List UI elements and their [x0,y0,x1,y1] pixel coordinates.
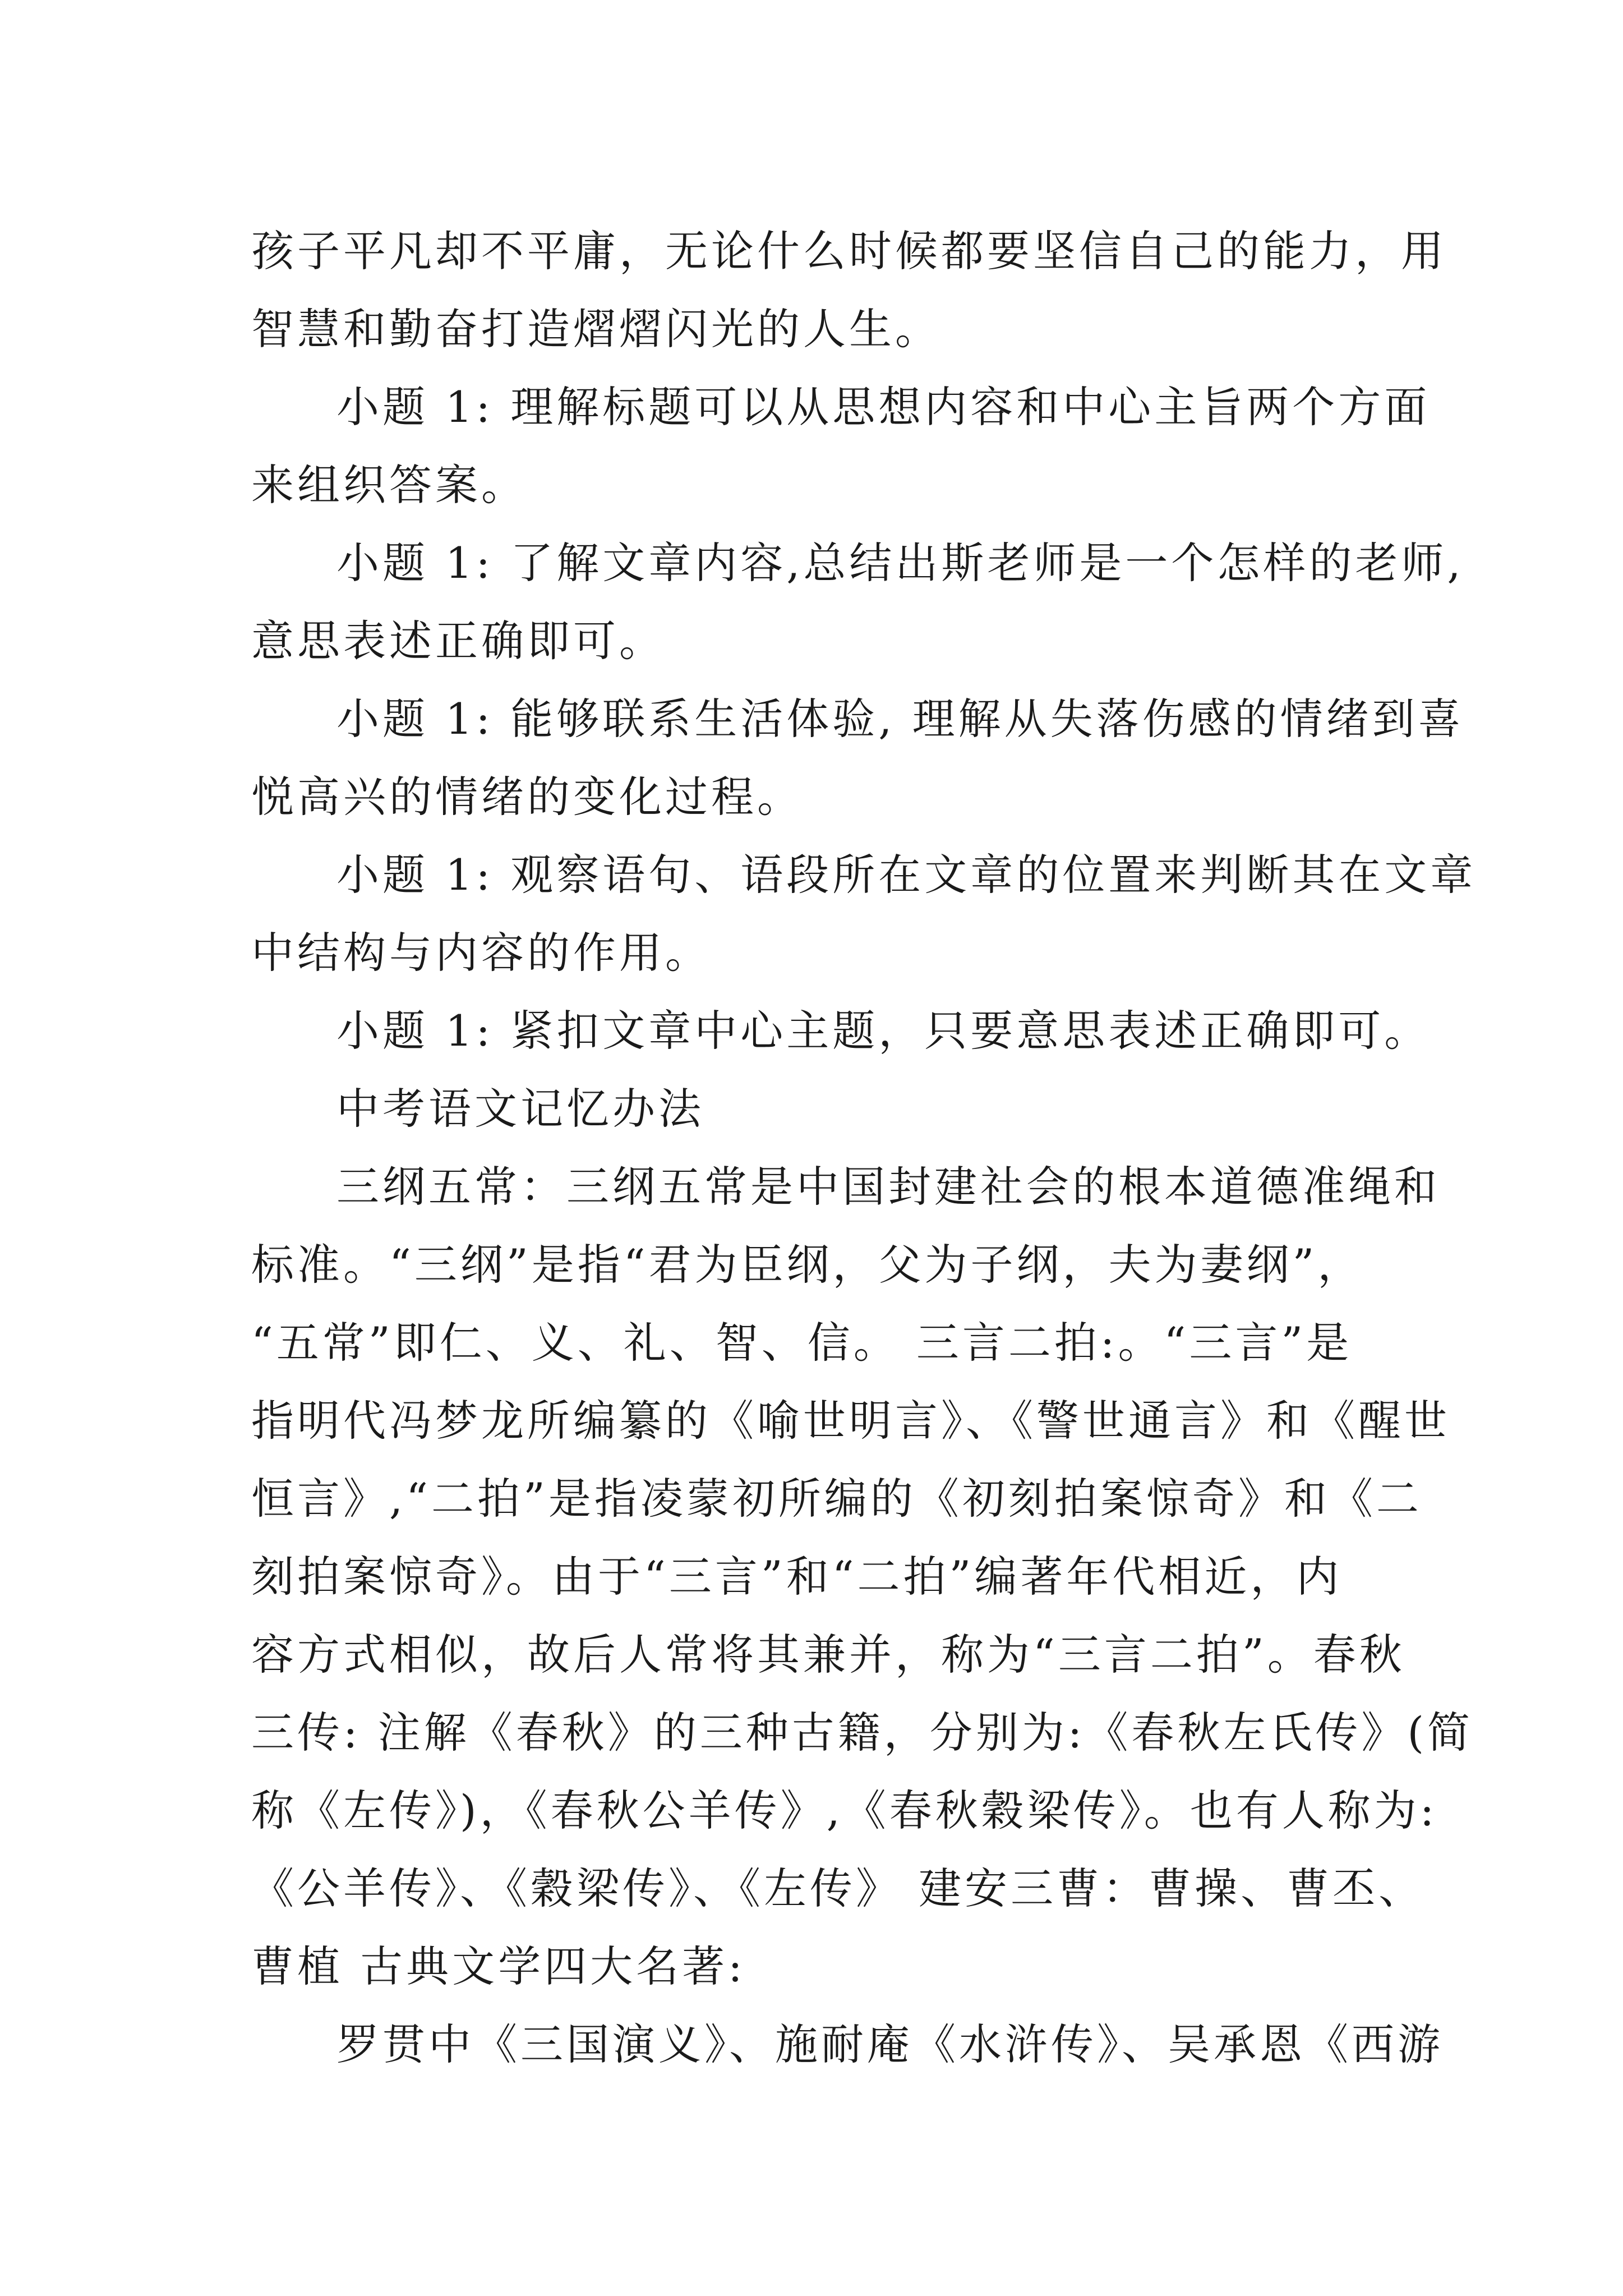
text-line: “五常”即仁、义、礼、智、信。 三言二拍:。“三言”是 [251,1318,1353,1368]
text-line: 智慧和勤奋打造熠熠闪光的人生。 [251,304,941,354]
document-body [251,212,1477,2083]
text-line: 刻拍案惊奇》。由于“三言”和“二拍”编著年代相近，内 [251,1552,1343,1602]
text-line: 罗贯中《三国演义》、施耐庵《水浒传》、吴承恩《西游 [336,2019,1444,2069]
text-line: 《公羊传》、《穀梁传》、《左传》 建安三曹：曹操、曹丕、 [251,1864,1425,1913]
text-line: 小题 1: 观察语句、语段所在文章的位置来判断其在文章 [336,850,1477,900]
section-heading: 中考语文记忆办法 [336,1084,704,1134]
text-line: 曹植 古典文学四大名著: [251,1941,746,1991]
text-line: 孩子平凡却不平庸，无论什么时候都要坚信自己的能力，用 [251,226,1447,276]
text-line: 指明代冯梦龙所编纂的《喻世明言》、《警世通言》和《醒世 [251,1396,1450,1446]
text-line: 恒言》,“二拍”是指凌蒙初所编的《初刻拍案惊奇》和《二 [251,1474,1422,1524]
text-line: 悦高兴的情绪的变化过程。 [251,772,803,822]
text-line: 容方式相似，故后人常将其兼并，称为“三言二拍”。春秋 [251,1630,1405,1680]
text-line: 小题 1: 紧扣文章中心主题，只要意思表述正确即可。 [336,1006,1431,1056]
text-line: 小题 1: 理解标题可以从思想内容和中心主旨两个方面 [336,382,1431,432]
text-line: 三传: 注解《春秋》的三种古籍，分别为:《春秋左氏传》(简 [251,1708,1474,1757]
text-line: 称《左传》)，《春秋公羊传》,《春秋穀梁传》。也有人称为: [251,1786,1438,1835]
text-line: 来组织答案。 [251,460,527,510]
text-line: 小题 1: 了解文章内容,总结出斯老师是一个怎样的老师, [336,538,1464,588]
text-line: 标准。“三纲”是指“君为臣纲，父为子纲，夫为妻纲”， [251,1240,1364,1290]
text-line: 小题 1: 能够联系生活体验, 理解从失落伤感的情绪到喜 [336,694,1464,744]
text-line: 意思表述正确即可。 [251,616,665,666]
text-line: 三纲五常：三纲五常是中国封建社会的根本道德准绳和 [336,1162,1440,1212]
text-line: 中结构与内容的作用。 [251,928,711,978]
